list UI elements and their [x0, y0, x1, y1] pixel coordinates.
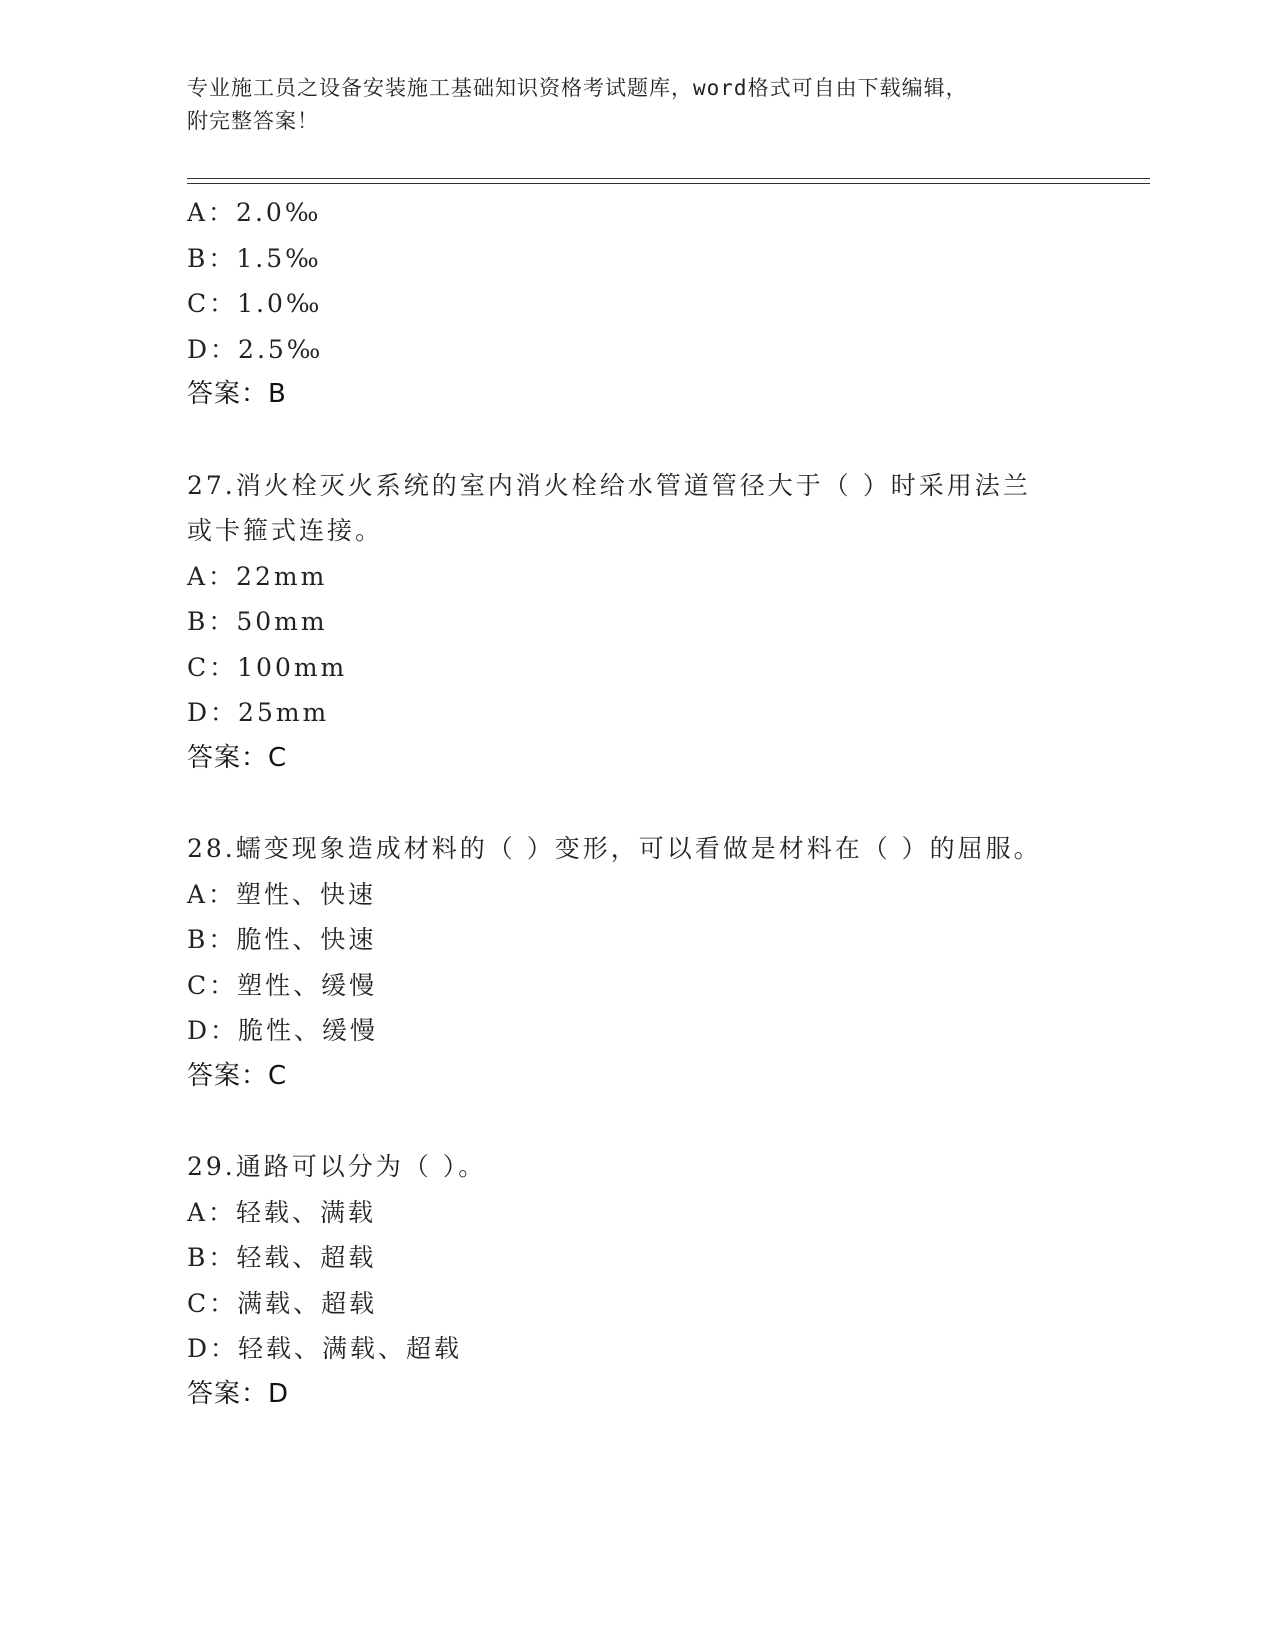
option-a: A：轻载、满载	[187, 1197, 377, 1227]
question-text-line: 或卡箍式连接。	[187, 516, 384, 545]
option-a: A：塑性、快速	[187, 879, 377, 909]
option-d: D：轻载、满载、超载	[187, 1334, 463, 1363]
question-text-line: 28.蠕变现象造成材料的（ ）变形，可以看做是材料在（ ）的屈服。	[187, 834, 1042, 863]
question-text-line: 29.通路可以分为（ ）。	[187, 1152, 487, 1181]
header-divider	[187, 178, 1150, 184]
option-d: D：脆性、缓慢	[187, 1016, 379, 1045]
option-b: B：轻载、超载	[187, 1243, 377, 1272]
answer-line: 答案：C	[187, 1060, 288, 1091]
answer-line: 答案：C	[187, 742, 288, 773]
option-c: C：100mm	[187, 652, 348, 682]
document-header	[187, 72, 1067, 138]
option-b: B：1.5‰	[187, 243, 322, 273]
header-line-1: 专业施工员之设备安装施工基础知识资格考试题库，word格式可自由下载编辑，	[187, 76, 968, 100]
option-d: D：25mm	[187, 698, 330, 727]
option-c: C：满载、超载	[187, 1288, 378, 1318]
question-list	[187, 190, 1087, 1417]
option-b: B：50mm	[187, 607, 328, 636]
question-block	[187, 463, 1087, 782]
option-c: C：塑性、缓慢	[187, 970, 378, 1000]
question-text-line: 27.消火栓灭火系统的室内消火栓给水管道管径大于（ ）时采用法兰	[187, 470, 1031, 500]
option-c: C：1.0‰	[187, 289, 323, 318]
option-d: D：2.5‰	[187, 334, 324, 364]
header-line-2: 附完整答案！	[187, 109, 319, 133]
question-block	[187, 826, 1087, 1099]
option-a: A：2.0‰	[187, 198, 322, 227]
question-block	[187, 1144, 1087, 1417]
answer-line: 答案：D	[187, 1378, 290, 1409]
answer-line: 答案：B	[187, 379, 287, 409]
option-a: A：22mm	[187, 561, 328, 591]
question-block	[187, 190, 1087, 418]
option-b: B：脆性、快速	[187, 925, 377, 954]
